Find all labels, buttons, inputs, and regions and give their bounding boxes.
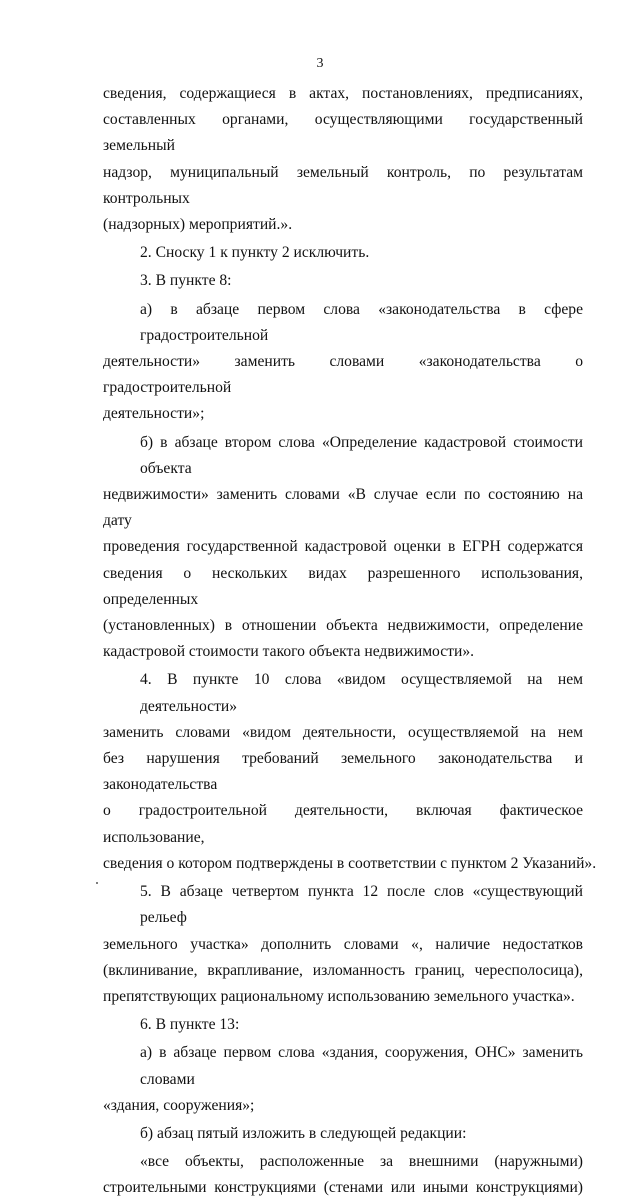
text-line: 6. В пункте 13: bbox=[140, 1016, 240, 1034]
text-line: 3. В пункте 8: bbox=[140, 272, 232, 290]
paragraph-item-6a bbox=[103, 1040, 583, 1119]
text-line: а) в абзаце первом слова «законодательства в сфере градостроительной bbox=[140, 300, 583, 344]
text-line: (установленных) в отношении объекта недвижимости, определение bbox=[103, 617, 583, 635]
text-line: «здания, сооружения»; bbox=[103, 1096, 255, 1114]
text-line: сведения о нескольких видах разрешенного использования, определенных bbox=[103, 564, 583, 608]
paragraph-item-5 bbox=[103, 879, 583, 1010]
paragraph-item-4 bbox=[103, 667, 597, 877]
text-line: деятельности»; bbox=[103, 405, 205, 423]
text-line: сведения о котором подтверждены в соответствии с пунктом 2 Указаний». bbox=[103, 854, 597, 872]
paragraph-quote bbox=[103, 1149, 583, 1201]
text-line: проведения государственной кадастровой оценки в ЕГРН содержатся bbox=[103, 538, 583, 556]
paragraph-item-6 bbox=[103, 1012, 583, 1038]
text-line: без нарушения требований земельного законодательства и законодательства bbox=[103, 750, 583, 794]
text-line: земельного участка» дополнить словами «, наличие недостатков bbox=[103, 935, 583, 953]
text-line: кадастровой стоимости такого объекта недвижимости». bbox=[103, 643, 475, 661]
paragraph-item-3b bbox=[103, 430, 583, 666]
text-line: заменить словами «видом деятельности, осуществляемой на нем bbox=[103, 723, 583, 741]
text-line: 4. В пункте 10 слова «видом осуществляемой на нем деятельности» bbox=[140, 671, 583, 715]
page-number: 3 bbox=[316, 56, 324, 71]
paragraph-continuation bbox=[103, 81, 583, 238]
text-line: 2. Сноску 1 к пункту 2 исключить. bbox=[140, 244, 370, 262]
text-line: б) абзац пятый изложить в следующей редакции: bbox=[140, 1124, 467, 1142]
scan-speck bbox=[96, 882, 98, 884]
paragraph-item-2 bbox=[103, 240, 583, 266]
text-line: «все объекты, расположенные за внешними (наружными) bbox=[140, 1153, 583, 1171]
paragraph-item-6b bbox=[103, 1121, 583, 1147]
paragraph-item-3 bbox=[103, 268, 583, 294]
paragraph-item-3a bbox=[103, 297, 583, 428]
document-body bbox=[103, 81, 597, 1202]
text-line: сведения, содержащиеся в актах, постановлениях, предписаниях, bbox=[103, 85, 583, 102]
text-line: составленных органами, осуществляющими государственный земельный bbox=[103, 111, 583, 155]
text-line: б) в абзаце втором слова «Определение кадастровой стоимости объекта bbox=[140, 433, 583, 477]
text-line: деятельности» заменить словами «законодательства о градостроительной bbox=[103, 353, 583, 397]
text-line: а) в абзаце первом слова «здания, сооружения, ОНС» заменить словами bbox=[140, 1044, 583, 1088]
text-line: надзор, муниципальный земельный контроль, по результатам контрольных bbox=[103, 163, 583, 207]
text-line: препятствующих рациональному использованию земельного участка». bbox=[103, 987, 575, 1005]
text-line: 5. В абзаце четвертом пункта 12 после слов «существующий рельеф bbox=[140, 883, 583, 927]
text-line: (вклинивание, вкрапливание, изломанность границ, чересполосица), bbox=[103, 961, 583, 979]
text-line: строительными конструкциями (стенами или иными конструкциями) bbox=[103, 1179, 583, 1197]
text-line: недвижимости» заменить словами «В случае если по состоянию на дату bbox=[103, 486, 583, 530]
text-line: о градостроительной деятельности, включая фактическое использование, bbox=[103, 802, 583, 846]
text-line: (надзорных) мероприятий.». bbox=[103, 216, 293, 234]
